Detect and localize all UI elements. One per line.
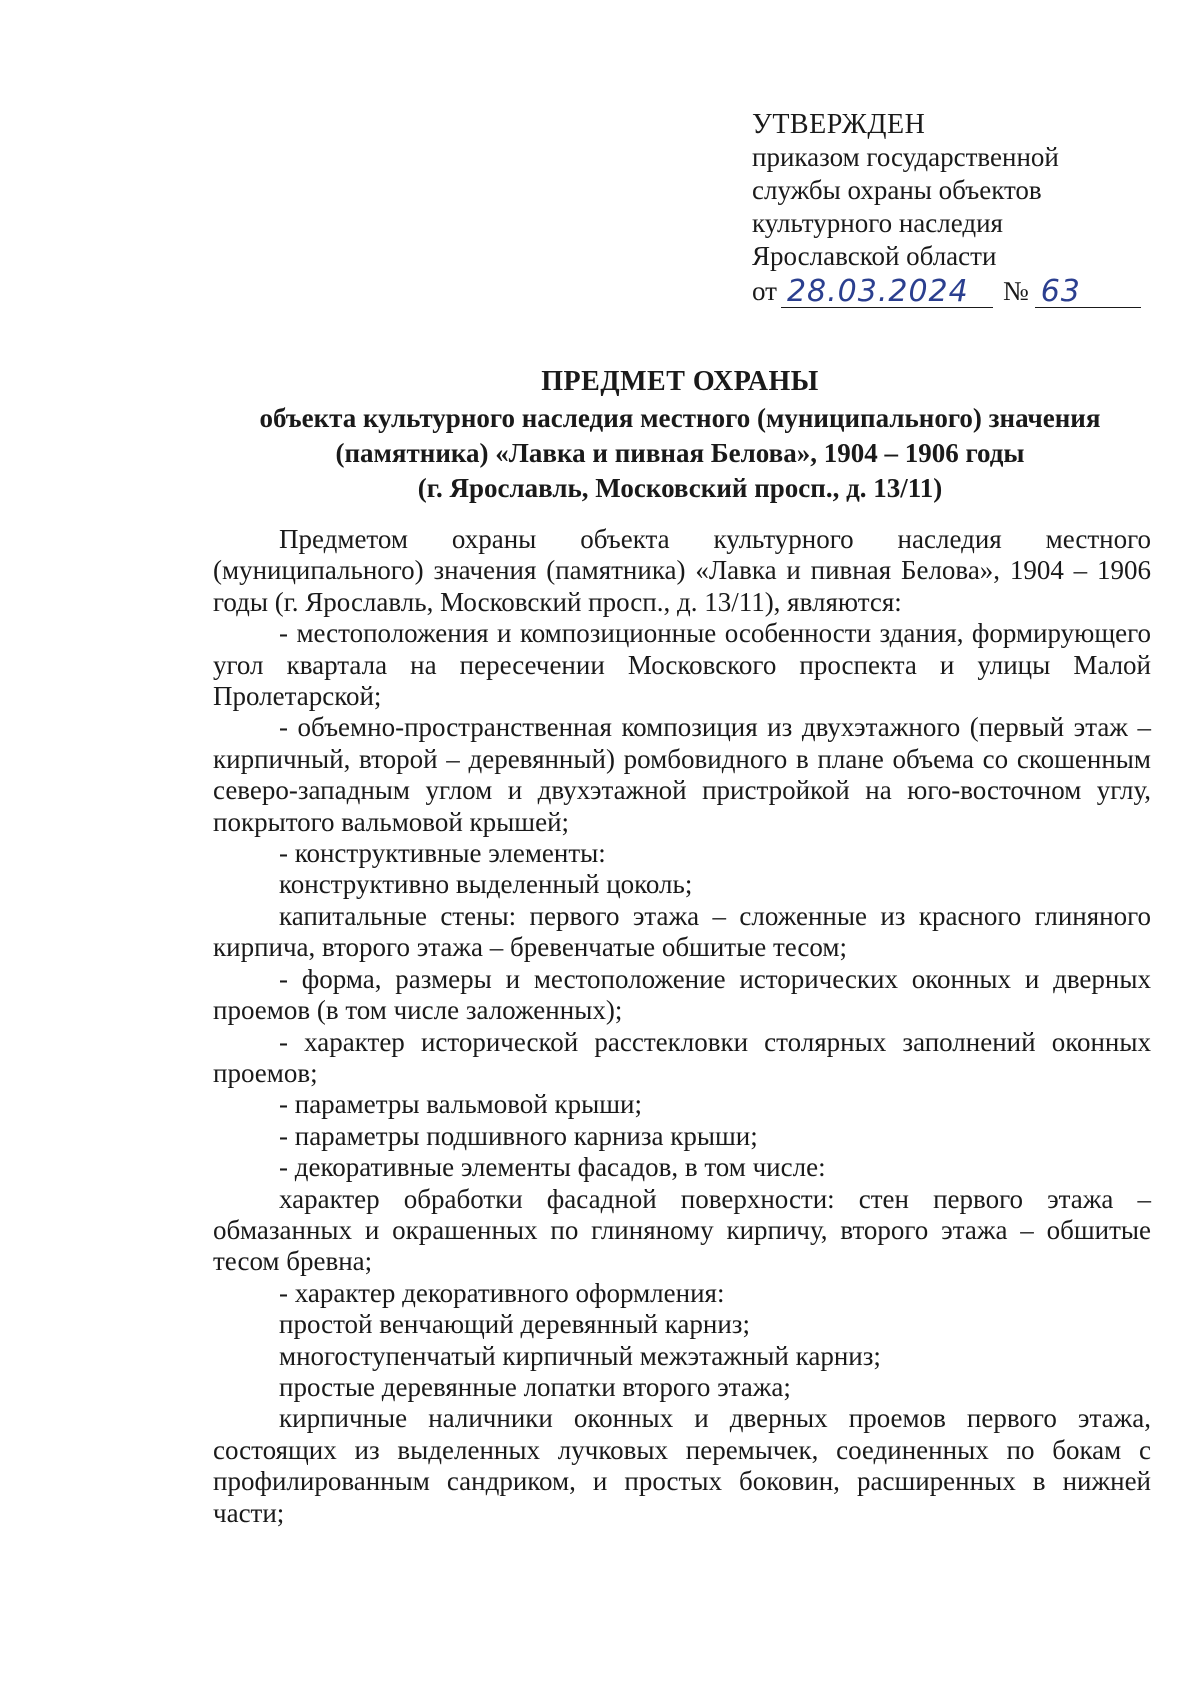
paragraph: - параметры подшивного карниза крыши; — [279, 1120, 758, 1151]
approval-date-number-row — [752, 275, 1152, 308]
paragraph: - характер исторической расстекловки столярных заполнений оконных проемов; — [213, 1026, 1151, 1088]
paragraph: - местоположения и композиционные особенности здания, формирующего угол квартала на пересечении Московского проспекта и улицы Малой Пролетарской; — [213, 618, 1151, 712]
approval-line: культурного наследия — [752, 208, 1003, 238]
approval-status: УТВЕРЖДЕН — [752, 109, 926, 140]
approval-line: приказом государственной — [752, 142, 1059, 172]
page-title: ПРЕДМЕТ ОХРАНЫ — [541, 366, 819, 397]
title-subline: (г. Ярославль, Московский просп., д. 13/11) — [417, 473, 943, 503]
paragraph: простые деревянные лопатки второго этажа; — [279, 1371, 791, 1402]
paragraph: простой венчающий деревянный карниз; — [279, 1309, 750, 1340]
paragraph: конструктивно выделенный цоколь; — [279, 869, 693, 900]
approval-line: службы охраны объектов — [752, 175, 1042, 205]
paragraph: - декоративные элементы фасадов, в том числе: — [279, 1152, 826, 1183]
paragraph: характер обработки фасадной поверхности: стен первого этажа – обмазанных и окрашенных по глиняному кирпичу, второго этажа – обшитые тесом бревна; — [213, 1183, 1151, 1277]
paragraph: - параметры вальмовой крыши; — [279, 1089, 642, 1120]
paragraph: кирпичные наличники оконных и дверных проемов первого этажа, состоящих из выделенных лучковых перемычек, соединенных по бокам с профилированным сандриком, и простых боковин, расширенных в нижней части; — [213, 1403, 1151, 1528]
paragraph: - форма, размеры и местоположение исторических оконных и дверных проемов (в том числе заложенных); — [213, 963, 1151, 1026]
paragraph: многоступенчатый кирпичный межэтажный карниз; — [279, 1340, 881, 1371]
title-subline: (памятника) «Лавка и пивная Белова», 1904 – 1906 годы — [335, 438, 1025, 468]
paragraph: Предметом охраны объекта культурного наследия местного (муниципального) значения (памятника) «Лавка и пивная Белова», 1904 – 1906 годы (г. Ярославль, Московский просп., д. 13/11), являются: — [213, 524, 1151, 617]
handwritten-date: 28.03.2024 — [781, 277, 993, 308]
paragraph: - объемно-пространственная композиция из двухэтажного (первый этаж – кирпичный, второй – деревянный) ромбовидного в плане объема со скошенным северо-западным углом и двухэтажной пристройкой на юго-восточном углу, покрытого вальмовой крышей; — [213, 712, 1151, 837]
document-title — [200, 364, 1160, 506]
title-subline: объекта культурного наследия местного (муниципального) значения — [259, 403, 1101, 433]
approval-stamp — [752, 108, 1152, 308]
date-prefix: от — [752, 276, 777, 306]
number-prefix: № — [1002, 276, 1029, 306]
paragraph: - конструктивные элементы: — [279, 838, 606, 869]
paragraph: - характер декоративного оформления: — [279, 1277, 725, 1308]
paragraph: капитальные стены: первого этажа – сложенные из красного глиняного кирпича, второго этажа – бревенчатые обшитые тесом; — [213, 900, 1151, 963]
document-body — [213, 524, 1151, 1529]
handwritten-number: 63 — [1035, 277, 1141, 308]
approval-line: Ярославской области — [752, 241, 997, 271]
